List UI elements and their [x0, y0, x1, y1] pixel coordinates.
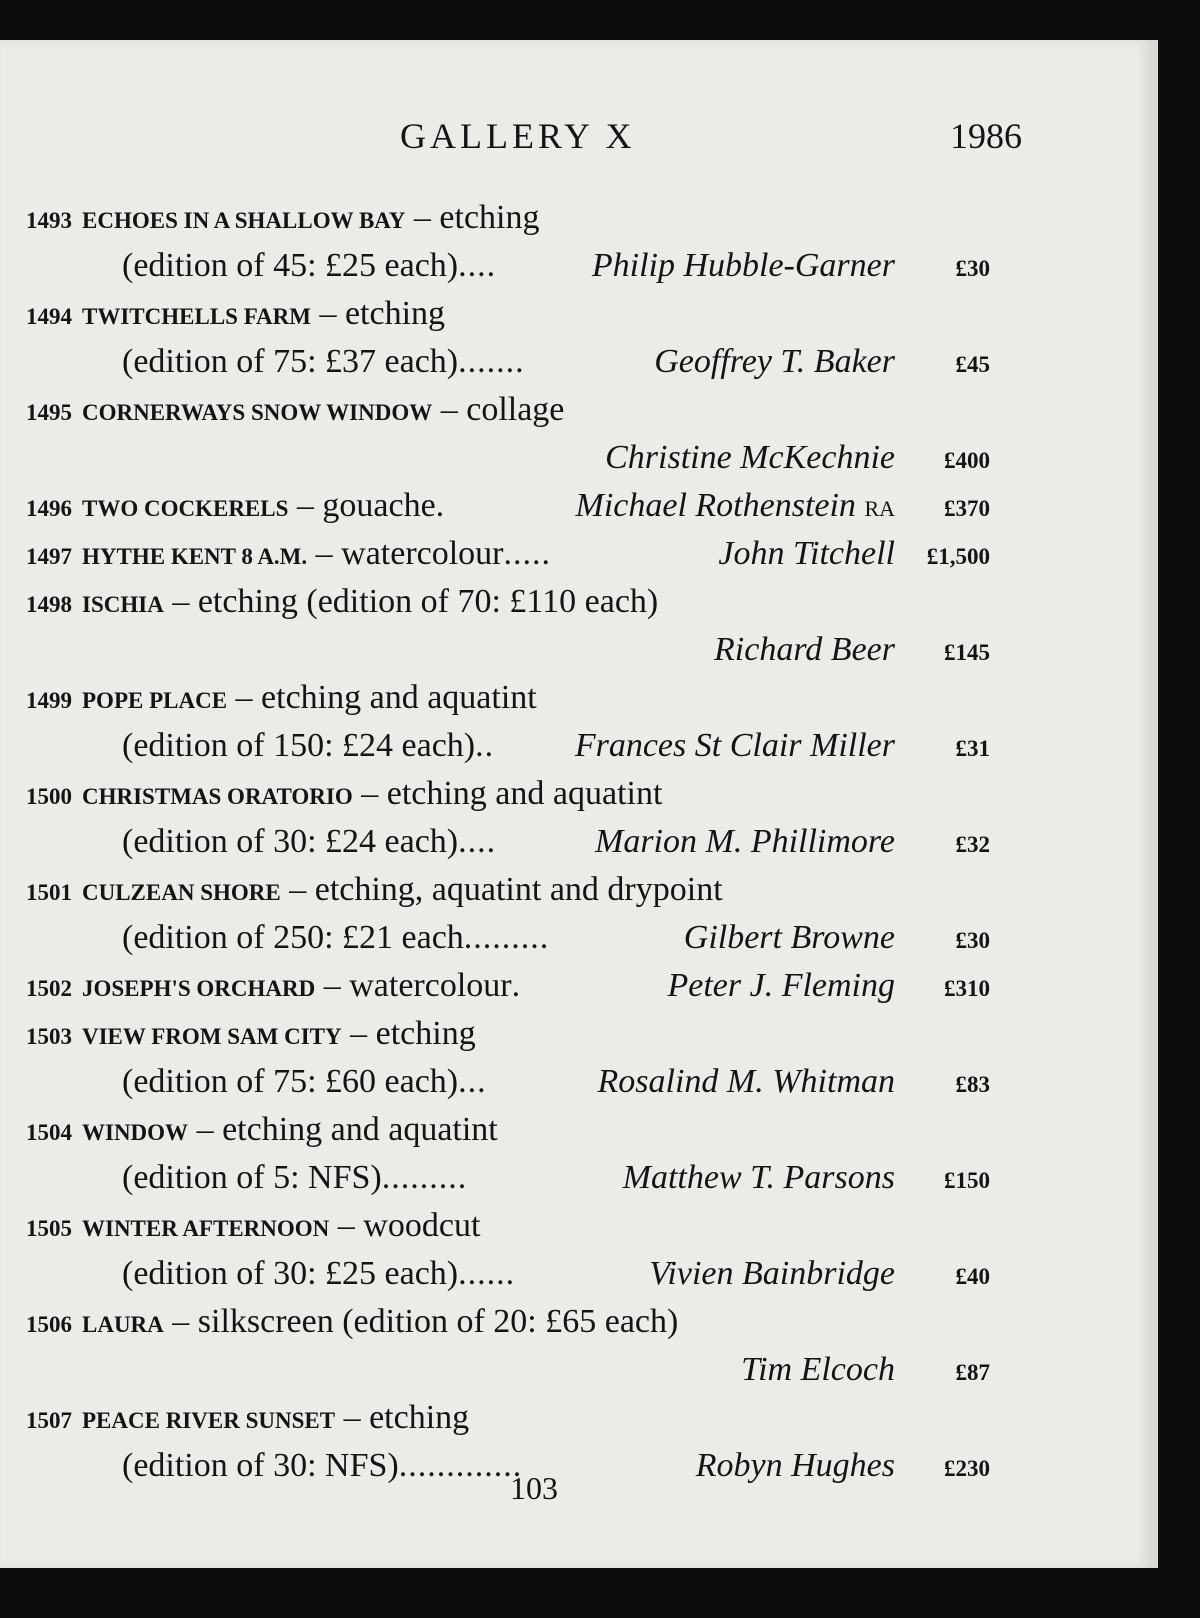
entry-line	[0, 915, 1150, 963]
entry-title: ISCHIA	[82, 592, 164, 617]
entry-line	[0, 339, 1150, 387]
entry-line	[0, 1443, 1150, 1491]
page-edge	[1150, 40, 1158, 1568]
entry-title: ECHOES IN A SHALLOW BAY	[82, 208, 406, 233]
leader-dots: .....	[503, 535, 552, 572]
entry-number: 1501	[26, 880, 72, 905]
leader-dots: ....	[458, 247, 497, 284]
leader-dots: ..	[475, 727, 495, 764]
entry-price: £145	[944, 640, 990, 665]
entry-line	[0, 579, 1150, 627]
entry-artist: Marion M. Phillimore	[595, 823, 895, 860]
entry-title: HYTHE KENT 8 A.M.	[82, 544, 308, 569]
entry-title: CORNERWAYS SNOW WINDOW	[82, 400, 433, 425]
entry-edition: (edition of 75: £37 each)	[122, 343, 459, 380]
entry-number: 1505	[26, 1216, 72, 1241]
leader-dots: ...	[458, 1063, 487, 1100]
entry-title: JOSEPH'S ORCHARD	[82, 976, 316, 1001]
entry-title: LAURA	[82, 1312, 164, 1337]
entry-edition: (edition of 45: £25 each)	[122, 247, 459, 284]
entry-title: CHRISTMAS ORATORIO	[82, 784, 353, 809]
leader-dots: ......	[458, 1255, 516, 1292]
entry-medium: – etching (edition of 70: £110 each)	[172, 583, 659, 620]
entry-line	[0, 243, 1150, 291]
entry-price: £400	[944, 448, 990, 473]
entry-edition: (edition of 30: £24 each)	[122, 823, 459, 860]
entry-price: £310	[944, 976, 990, 1001]
entry-medium: – etching and aquatint	[361, 775, 663, 812]
entry-title: VIEW FROM SAM CITY	[82, 1024, 342, 1049]
entry-number: 1494	[26, 304, 72, 329]
entry-edition: (edition of 150: £24 each)	[122, 727, 476, 764]
entry-title: TWITCHELLS FARM	[82, 304, 311, 329]
entry-medium: – etching	[350, 1015, 476, 1052]
entry-title: PEACE RIVER SUNSET	[82, 1408, 336, 1433]
entry-line	[0, 1059, 1150, 1107]
leader-dots: .	[511, 967, 522, 1004]
entry-artist: Tim Elcoch	[741, 1351, 895, 1388]
entry-medium: – etching	[343, 1399, 470, 1436]
entry-artist: Christine McKechnie	[605, 439, 895, 476]
entry-medium: – etching and aquatint	[235, 679, 537, 716]
entry-number: 1496	[26, 496, 72, 521]
entry-title: CULZEAN SHORE	[82, 880, 281, 905]
artist-suffix: RA	[864, 496, 895, 521]
entry-artist: Peter J. Fleming	[667, 967, 895, 1004]
entry-line	[0, 771, 1150, 819]
entry-title: POPE PLACE	[82, 688, 228, 713]
leader-dots: .........	[463, 919, 550, 956]
entry-artist: Robyn Hughes	[695, 1447, 895, 1484]
entry-medium: – woodcut	[337, 1207, 481, 1244]
entry-line	[0, 435, 1150, 483]
entry-artist: Vivien Bainbridge	[649, 1255, 895, 1292]
entry-price: £1,500	[926, 544, 990, 569]
gallery-title: GALLERY X	[400, 116, 636, 156]
entry-line	[0, 675, 1150, 723]
entry-number: 1499	[26, 688, 72, 713]
entry-artist: John Titchell	[718, 535, 895, 572]
entry-number: 1503	[26, 1024, 72, 1049]
entry-list	[0, 195, 1150, 1491]
entry-artist: Philip Hubble-Garner	[591, 247, 895, 284]
entry-artist: Michael Rothenstein RA	[575, 487, 895, 524]
leader-dots: .............	[398, 1447, 523, 1484]
entry-edition: (edition of 30: NFS)	[122, 1447, 399, 1484]
entry-line	[0, 1203, 1150, 1251]
entry-line	[0, 531, 1150, 579]
entry-artist: Richard Beer	[714, 631, 895, 668]
entry-number: 1497	[26, 544, 72, 569]
entry-number: 1504	[26, 1120, 72, 1145]
entry-line	[0, 1251, 1150, 1299]
entry-edition: (edition of 30: £25 each)	[122, 1255, 459, 1292]
entry-line	[0, 867, 1150, 915]
leader-dots: .........	[381, 1159, 468, 1196]
entry-price: £30	[955, 928, 990, 953]
entry-artist: Geoffrey T. Baker	[654, 343, 895, 380]
entry-artist: Gilbert Browne	[683, 919, 895, 956]
entry-line	[0, 1299, 1150, 1347]
entry-line	[0, 819, 1150, 867]
year: 1986	[950, 116, 1022, 156]
entry-title: WINTER AFTERNOON	[82, 1216, 330, 1241]
entry-medium: – etching and aquatint	[196, 1111, 498, 1148]
entry-price: £30	[955, 256, 990, 281]
entry-line	[0, 195, 1150, 243]
leader-dots: .......	[458, 343, 525, 380]
entry-edition: (edition of 250: £21 each	[122, 919, 464, 956]
entry-price: £31	[955, 736, 990, 761]
entry-artist: Frances St Clair Miller	[574, 727, 895, 764]
entry-number: 1498	[26, 592, 72, 617]
entry-line	[0, 723, 1150, 771]
page-number: 103	[510, 1470, 558, 1506]
entry-line	[0, 963, 1150, 1011]
entry-line	[0, 1155, 1150, 1203]
entry-edition: (edition of 5: NFS)	[122, 1159, 382, 1196]
entry-price: £370	[944, 496, 990, 521]
entry-line	[0, 627, 1150, 675]
entry-number: 1506	[26, 1312, 72, 1337]
entry-line	[0, 291, 1150, 339]
entry-line	[0, 1395, 1150, 1443]
entry-medium: – etching	[413, 199, 540, 236]
entry-artist: Rosalind M. Whitman	[597, 1063, 895, 1100]
entry-number: 1500	[26, 784, 72, 809]
entry-title: WINDOW	[82, 1120, 189, 1145]
entry-price: £230	[944, 1456, 990, 1481]
entry-number: 1502	[26, 976, 72, 1001]
entry-medium: – etching, aquatint and drypoint	[289, 871, 723, 908]
entry-medium: – etching	[319, 295, 446, 332]
entry-medium: – watercolour	[323, 967, 512, 1004]
entry-medium: – collage	[440, 391, 565, 428]
entry-edition: (edition of 75: £60 each)	[122, 1063, 459, 1100]
entry-medium: – watercolour	[315, 535, 504, 572]
entry-number: 1495	[26, 400, 72, 425]
entry-medium: – gouache.	[296, 487, 445, 524]
entry-line	[0, 387, 1150, 435]
leader-dots: ....	[458, 823, 497, 860]
entry-artist: Matthew T. Parsons	[622, 1159, 895, 1196]
entry-line	[0, 1347, 1150, 1395]
entry-number: 1507	[26, 1408, 72, 1433]
entry-number: 1493	[26, 208, 72, 233]
entry-line	[0, 1011, 1150, 1059]
entry-price: £87	[955, 1360, 990, 1385]
entry-price: £150	[944, 1168, 990, 1193]
entry-line	[0, 1107, 1150, 1155]
entry-price: £40	[955, 1264, 990, 1289]
entry-medium: – silkscreen (edition of 20: £65 each)	[172, 1303, 679, 1340]
entry-price: £32	[955, 832, 990, 857]
entry-price: £45	[955, 352, 990, 377]
page-header	[0, 115, 1150, 165]
entry-title: TWO COCKERELS	[82, 496, 289, 521]
entry-price: £83	[955, 1072, 990, 1097]
entry-line	[0, 483, 1150, 531]
